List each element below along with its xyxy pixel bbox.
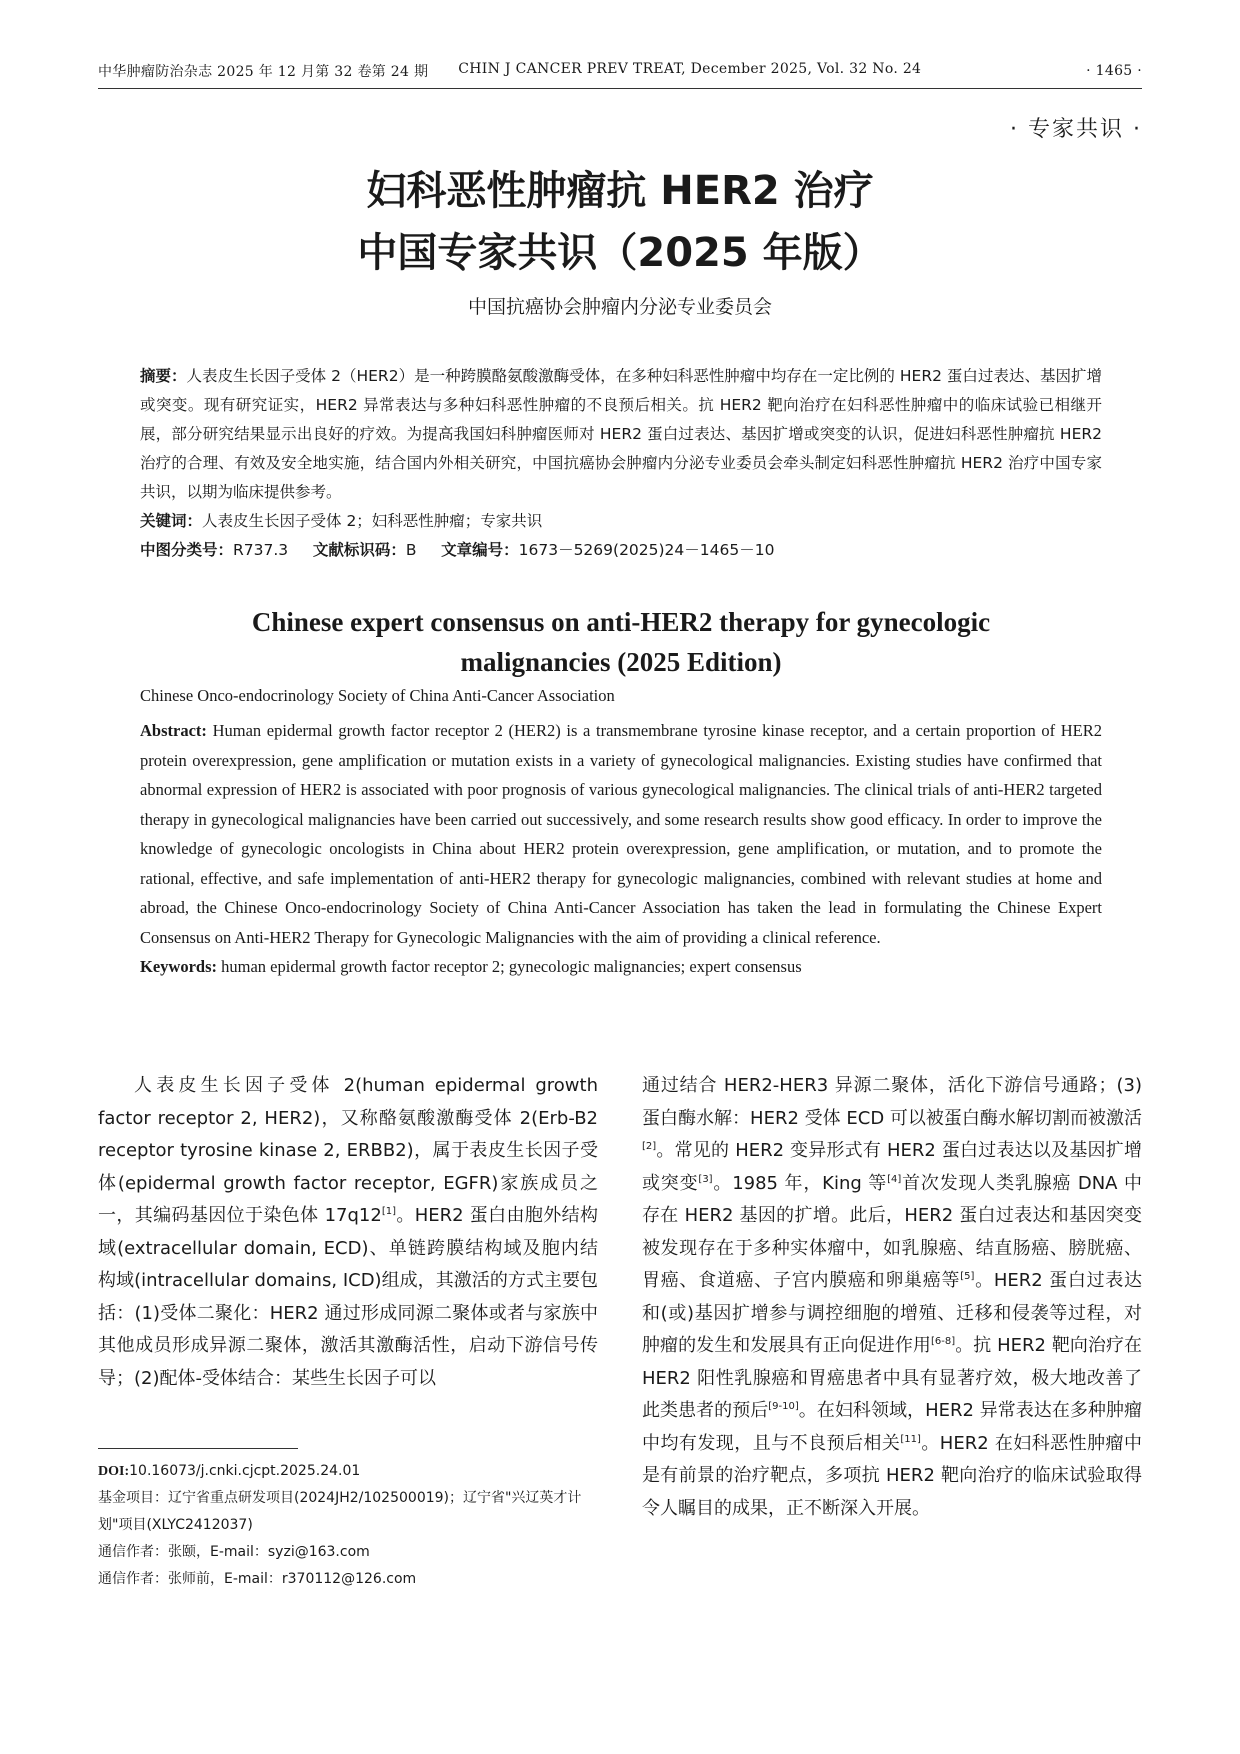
body-paragraph [642, 1070, 1142, 1525]
article-no-label: 文章编号： [441, 541, 519, 559]
authors-cn: 中国抗癌协会肿瘤内分泌专业委员会 [467, 296, 772, 318]
keywords-cn-label: 关键词： [140, 512, 203, 530]
keywords-en [140, 952, 1102, 982]
doc-code-value: B [405, 541, 417, 559]
body-text: 。常见的 HER2 变异形式有 HER2 蛋白过表达以及基因扩增或突变 [642, 1140, 1142, 1194]
classification-line [140, 536, 1102, 565]
citation-ref[interactable]: [2] [642, 1141, 657, 1152]
abstract-cn-label: 摘要： [140, 367, 187, 385]
citation-ref[interactable]: [3] [698, 1173, 713, 1185]
clc-value: R737.3 [233, 541, 289, 559]
page-number: · 1465 · [1086, 63, 1142, 79]
running-header [98, 58, 1142, 84]
keywords-en-text: human epidermal growth factor receptor 2; gynecologic malignancies; expert consensus [221, 957, 802, 976]
body-text: 。HER2 蛋白由胞外结构域(extracellular domain, ECD)、单链跨膜结构域及胞内结构域(intracellular domains, ICD)组成，其激活的方式主要包括：(1)受体二聚化：HER2 通过形成同源二聚体或者与家族中其他成员形成异源二聚体，激活其激酶活性，启动下游信号传导；(2)配体-受体结合：某些生长因子可以 [98, 1205, 598, 1389]
doi-link[interactable]: 10.16073/j.cnki.cjcpt.2025.24.01 [129, 1463, 361, 1479]
title-en-line2: malignancies (2025 Edition) [460, 647, 782, 677]
doi-label: DOI: [98, 1464, 130, 1479]
body-paragraph [98, 1070, 598, 1395]
citation-ref[interactable]: [6-8] [931, 1336, 956, 1347]
corresponding-author-1: 通信作者：张颐，E-mail：syzi@163.com [98, 1544, 370, 1560]
body-text: 。1985 年，King 等 [712, 1172, 888, 1194]
organization-en: Chinese Onco-endocrinology Society of China Anti-Cancer Association [140, 686, 615, 705]
abstract-en-text: Human epidermal growth factor receptor 2 (HER2) is a transmembrane tyrosine kinase receptor, and a certain proportion of HER2 protein overexpression, gene amplification or mutation exists in a variety of gynecological malignancies. Existing studies have confirmed that abnormal expression of HER2 is associated with poor prognosis of various gynecological malignancies. The clinical trials of anti-HER2 targeted therapy in gynecological malignancies have been carried out successively, and some research results show good efficacy. In order to improve the knowledge of gynecologic oncologists in China about HER2 protein overexpression, gene amplification, or mutation, and to promote the rational, effective, and safe implementation of anti-HER2 therapy for gynecologic malignancies, combined with relevant studies at home and abroad, the Chinese Onco-endocrinology Society of China Anti-Cancer Association has taken the lead in formulating the Chinese Expert Consensus on Anti-HER2 Therapy for Gynecologic Malignancies with the aim of providing a clinical reference. [140, 721, 1103, 947]
keywords-en-label: Keywords: [140, 957, 217, 976]
citation-ref[interactable]: [5] [960, 1271, 975, 1282]
abstract-cn-body [140, 362, 1102, 507]
corresponding-author-2: 通信作者：张师前，E-mail：r370112@126.com [98, 1571, 417, 1587]
footnotes [98, 1458, 598, 1593]
abstract-cn-text: 人表皮生长因子受体 2（HER2）是一种跨膜酪氨酸激酶受体，在多种妇科恶性肿瘤中均存在一定比例的 HER2 蛋白过表达、基因扩增或突变。现有研究证实，HER2 异常表达与多种妇科恶性肿瘤的不良预后相关。抗 HER2 靶向治疗在妇科恶性肿瘤中的临床试验已相继开展，部分研究结果显示出良好的疗效。为提高我国妇科肿瘤医师对 HER2 蛋白过表达、基因扩增或突变的认识，促进妇科恶性肿瘤抗 HER2 治疗的合理、有效及安全地实施，结合国内外相关研究，中国抗癌协会肿瘤内分泌专业委员会牵头制定妇科恶性肿瘤抗 HER2 治疗中国专家共识，以期为临床提供参考。 [140, 367, 1102, 501]
journal-name-cn: 中华肿瘤防治杂志 2025 年 12 月第 32 卷第 24 期 [98, 64, 429, 80]
title-cn-line2: 中国专家共识（2025 年版） [357, 230, 883, 276]
article-no-value: 1673－5269(2025)24－1465－10 [518, 541, 775, 559]
article-title-cn [98, 160, 1142, 284]
body-text: 。在妇科领域，HER2 异常表达在多种肿瘤中均有发现，且与不良预后相关 [642, 1400, 1142, 1454]
section-tag: · 专家共识 · [1010, 117, 1142, 142]
journal-name-en: CHIN J CANCER PREV TREAT, December 2025, Vol. 32 No. 24 [458, 61, 922, 77]
body-text: 人表皮生长因子受体 2(human epidermal growth factor receptor 2, HER2)，又称酪氨酸激酶受体 2(Erb-B2 receptor tyrosine kinase 2, ERBB2)，属于表皮生长因子受体(epidermal growth factor receptor, EGFR)家族成员之一，其编码基因位于染色体 17q12 [98, 1075, 598, 1226]
footnote-divider [98, 1448, 298, 1449]
citation-ref[interactable]: [4] [887, 1173, 902, 1185]
body-text: 。HER2 蛋白过表达和(或)基因扩增参与调控细胞的增殖、迁移和侵袭等过程，对肿瘤的发生和发展具有正向促进作用 [642, 1270, 1143, 1356]
body-text: 首次发现人类乳腺癌 DNA 中存在 HER2 基因的扩增。此后，HER2 蛋白过表达和基因突变被发现存在于多种实体瘤中，如乳腺癌、结直肠癌、膀胱癌、胃癌、食道癌、子宫内膜癌和卵巢癌等 [642, 1172, 1143, 1291]
citation-ref[interactable]: [1] [381, 1206, 397, 1217]
body-text: 通过结合 HER2-HER3 异源二聚体，活化下游信号通路；(3)蛋白酶水解：HER2 受体 ECD 可以被蛋白酶水解切割而被激活 [642, 1075, 1142, 1129]
citation-ref[interactable]: [9-10] [768, 1401, 799, 1412]
abstract-en [140, 716, 1102, 982]
abstract-en-label: Abstract: [140, 721, 207, 740]
clc-label: 中图分类号： [140, 541, 234, 559]
keywords-cn-text: 人表皮生长因子受体 2；妇科恶性肿瘤；专家共识 [202, 512, 543, 530]
fund-line: 基金项目：辽宁省重点研发项目(2024JH2/102500019)；辽宁省"兴辽英才计划"项目(XLYC2412037) [98, 1490, 582, 1533]
article-title-en [140, 602, 1102, 682]
title-cn-line1: 妇科恶性肿瘤抗 HER2 治疗 [366, 168, 874, 214]
citation-ref[interactable]: [11] [900, 1433, 921, 1445]
title-en-line1: Chinese expert consensus on anti-HER2 therapy for gynecologic [251, 607, 991, 637]
doi-line [98, 1458, 598, 1485]
body-column-right [642, 1070, 1142, 1525]
body-text: 。HER2 在妇科恶性肿瘤中是有前景的治疗靶点，多项抗 HER2 靶向治疗的临床试验取得令人瞩目的成果，正不断深入开展。 [642, 1432, 1142, 1519]
body-text: 。抗 HER2 靶向治疗在 HER2 阳性乳腺癌和胃癌患者中具有显著疗效，极大地改善了此类患者的预后 [642, 1335, 1143, 1421]
abstract-en-body [140, 716, 1102, 952]
header-divider [98, 88, 1142, 89]
keywords-cn [140, 507, 1102, 536]
doc-code-label: 文献标识码： [312, 541, 406, 559]
body-column-left [98, 1070, 598, 1395]
abstract-cn [140, 362, 1102, 565]
